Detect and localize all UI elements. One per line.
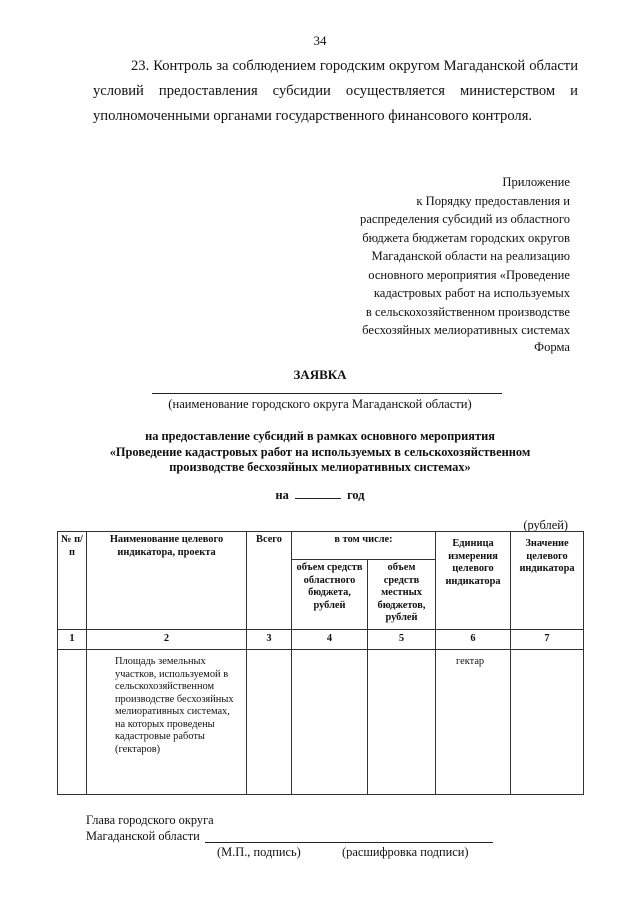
appendix-line: распределения субсидий из областного [360, 212, 570, 226]
appendix-block [310, 173, 570, 340]
control-paragraph [93, 54, 578, 129]
header-regional: объем средств областного бюджета, рублей [292, 560, 368, 630]
row-no[interactable] [58, 650, 87, 795]
header-unit: Единица измерения целевого индикатора [436, 532, 511, 630]
appendix-line: Магаданской области на реализацию [371, 249, 570, 263]
paragraph-text: Контроль за соблюдением городским округом Магаданской области условий предоставления субсидии осуществляется министерством и уполномоченными органами государственного финансового контроля. [93, 58, 578, 124]
appendix-line: бесхозяйных мелиоративных системах [362, 323, 570, 337]
subtitle-line: «Проведение кадастровых работ на используемых в сельскохозяйственном [109, 444, 531, 459]
appendix-line: бюджета бюджетам городских округов [362, 230, 570, 245]
year-line [0, 488, 640, 503]
subtitle [80, 429, 560, 476]
column-number: 1 [58, 630, 87, 650]
year-blank-field [295, 488, 341, 499]
header-no: № п/п [58, 532, 87, 630]
page-number: 34 [313, 33, 327, 48]
header-local: объем средств местных бюджетов, рублей [368, 560, 436, 630]
signature-line[interactable] [205, 842, 493, 843]
column-number: 4 [292, 630, 368, 650]
appendix-line: основного мероприятия «Проведение [368, 267, 570, 282]
column-number: 3 [247, 630, 292, 650]
subtitle-line: на предоставление субсидий в рамках основного мероприятия [145, 429, 495, 443]
year-suffix: год [347, 488, 365, 502]
org-name-caption: (наименование городского округа Магаданской области) [168, 397, 472, 411]
column-number: 6 [436, 630, 511, 650]
units-label: (рублей) [523, 518, 568, 532]
appendix-line: кадастровых работ на используемых [373, 286, 570, 300]
column-number: 5 [368, 630, 436, 650]
subtitle-line: производстве бесхозяйных мелиоративных системах» [169, 460, 471, 474]
row-regional[interactable] [292, 650, 368, 795]
header-including: в том числе: [292, 532, 436, 560]
row-unit: гектар [436, 650, 511, 795]
stamp-signature-caption: (М.П., подпись) [217, 845, 301, 859]
signature-decode-caption: (расшифровка подписи) [342, 845, 469, 859]
row-value[interactable] [511, 650, 584, 795]
column-number: 2 [87, 630, 247, 650]
table-row [58, 650, 584, 795]
appendix-line: к Порядку предоставления и [416, 193, 570, 208]
appendix-line: Приложение [502, 175, 570, 189]
header-value: Значение целевого индикатора [511, 532, 584, 630]
header-total: Всего [247, 532, 292, 630]
indicator-table [57, 531, 584, 795]
row-name: Площадь земельных участков, используемой в сельскохозяйственном производстве бесхозяйных мелиоративных системах, на которых проведены кадастровые работы (гектаров) [87, 650, 247, 795]
header-name: Наименование целевого индикатора, проекта [87, 532, 247, 630]
document-title: ЗАЯВКА [293, 367, 347, 382]
row-local[interactable] [368, 650, 436, 795]
form-label: Форма [534, 340, 570, 354]
year-prefix: на [275, 488, 289, 502]
paragraph-number: 23. [131, 58, 150, 74]
signatory-title [86, 812, 214, 844]
signatory-line-1: Глава городского округа [86, 813, 214, 827]
appendix-line: в сельскохозяйственном производстве [365, 304, 570, 319]
signatory-line-2: Магаданской области [86, 829, 200, 843]
row-total[interactable] [247, 650, 292, 795]
column-number: 7 [511, 630, 584, 650]
org-name-line [152, 393, 502, 394]
